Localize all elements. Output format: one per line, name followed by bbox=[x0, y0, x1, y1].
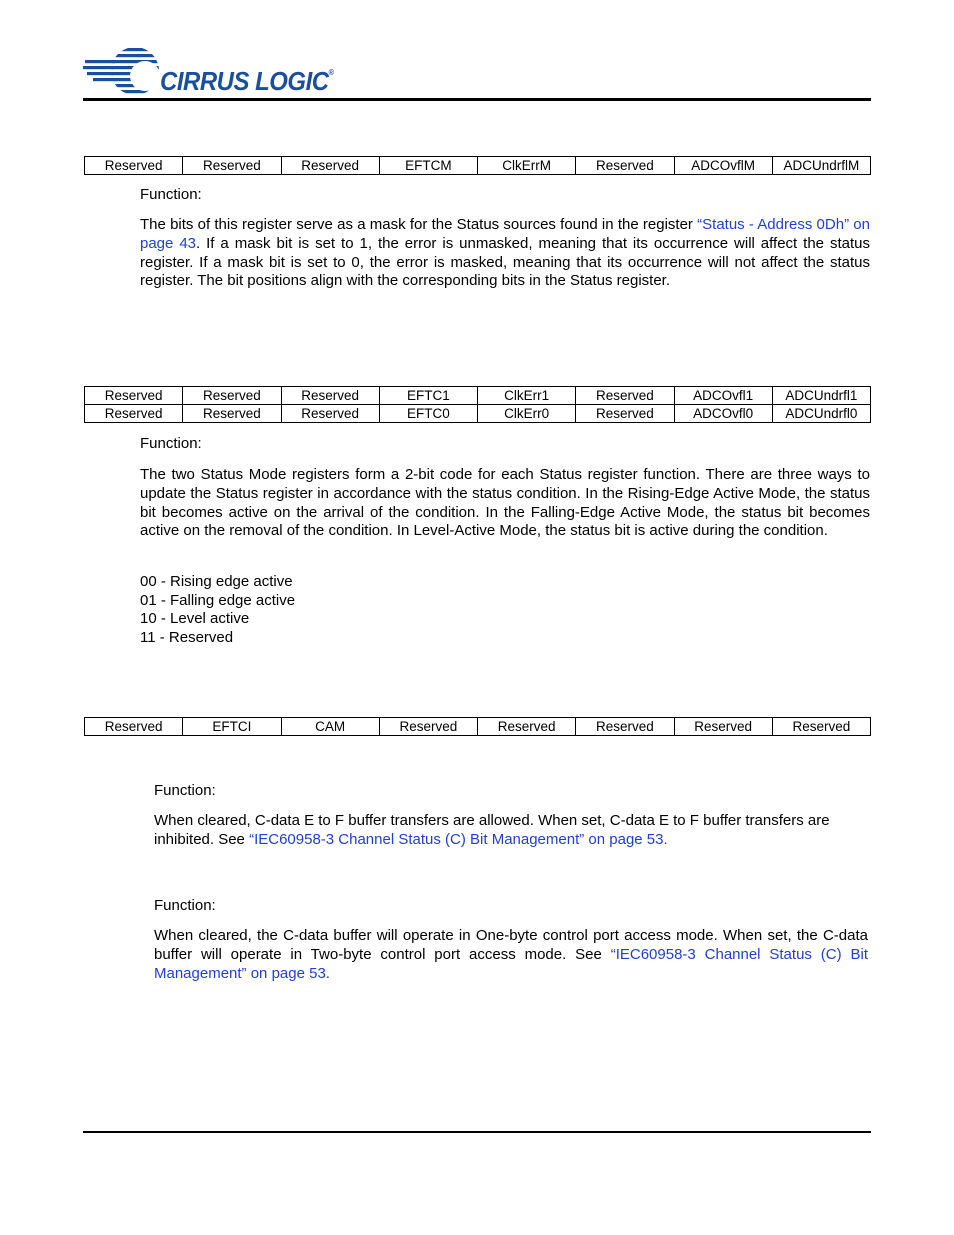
logo-wordmark: CIRRUS LOGIC® bbox=[160, 66, 334, 96]
iec60958-link[interactable]: “IEC60958-3 Channel Status (C) Bit Management” on page 53. bbox=[249, 830, 668, 848]
table-row bbox=[85, 157, 871, 175]
bit-cell: EFTC0 bbox=[379, 405, 477, 423]
bit-cell: EFTCM bbox=[379, 157, 477, 175]
list-item: 01 - Falling edge active bbox=[140, 591, 296, 609]
bit-cell: ClkErr1 bbox=[478, 387, 576, 405]
footer-rule bbox=[83, 1131, 871, 1133]
status-mode-code-list bbox=[140, 573, 295, 648]
mask-description bbox=[140, 216, 870, 291]
function-label: Function: bbox=[140, 435, 202, 452]
cam-description-text: When cleared, the C-data buffer will operate in One-byte control port access mode. When set, the C-data buffer will operate in Two-byte control port access mode. See bbox=[154, 927, 868, 963]
mask-description-text: The bits of this register serve as a mask for the Status sources found in the register bbox=[140, 216, 698, 233]
bit-cell: Reserved bbox=[183, 405, 281, 423]
status-mode-bit-table bbox=[84, 386, 871, 423]
function-label: Function: bbox=[140, 186, 202, 203]
bit-cell: Reserved bbox=[379, 718, 477, 736]
header-rule bbox=[83, 98, 871, 101]
list-item: 11 - Reserved bbox=[140, 629, 234, 647]
bit-cell: Reserved bbox=[281, 157, 379, 175]
bit-cell: CAM bbox=[281, 718, 379, 736]
iec60958-link[interactable]: “IEC60958-3 Channel Status (C) Bit Management” on page 53. bbox=[154, 945, 868, 982]
bit-cell: ADCUndrfl0 bbox=[772, 405, 870, 423]
eftci-description-text: When cleared, C-data E to F buffer transfers are allowed. When set, C-data E to F buffer transfers are inhibited. See bbox=[154, 812, 830, 848]
function-label: Function: bbox=[154, 782, 216, 799]
bit-cell: Reserved bbox=[772, 718, 870, 736]
bit-cell: ClkErr0 bbox=[478, 405, 576, 423]
bit-cell: Reserved bbox=[674, 718, 772, 736]
cs-control-bit-table bbox=[84, 717, 871, 736]
bit-cell: Reserved bbox=[183, 387, 281, 405]
function-label: Function: bbox=[154, 897, 216, 914]
bit-cell: Reserved bbox=[281, 405, 379, 423]
table-row bbox=[85, 405, 871, 423]
bit-cell: EFTCI bbox=[183, 718, 281, 736]
bit-cell: ADCUndrflM bbox=[772, 157, 870, 175]
list-item: 10 - Level active bbox=[140, 610, 250, 628]
bit-cell: ADCOvfl1 bbox=[674, 387, 772, 405]
bit-cell: Reserved bbox=[576, 387, 674, 405]
status-mode-description: The two Status Mode registers form a 2-bit code for each Status register function. There are three ways to update the Status register in accordance with the status condition. In the Rising-Edge Active Mode, the status bit becomes active on the arrival of the condition. In the Falling-Edge Active Mode, the status bit becomes active on the removal of the condition. In Level-Active Mode, the status bit is active during the condition. bbox=[140, 466, 870, 540]
bit-cell: ADCOvflM bbox=[674, 157, 772, 175]
bit-cell: Reserved bbox=[281, 387, 379, 405]
bit-cell: Reserved bbox=[478, 718, 576, 736]
bit-cell: Reserved bbox=[85, 387, 183, 405]
mask-description-text-end: . If a mask bit is set to 1, the error is unmasked, meaning that its occurrence will affect the status register. If a mask bit is set to 0, the error is masked, meaning that its occurrence will not affect the status register. The bit positions align with the corresponding bits in the Status register. bbox=[140, 234, 870, 290]
bit-cell: Reserved bbox=[576, 157, 674, 175]
bit-cell: Reserved bbox=[576, 718, 674, 736]
bit-cell: ADCOvfl0 bbox=[674, 405, 772, 423]
cam-description bbox=[154, 927, 868, 983]
logo-swoosh-icon bbox=[83, 46, 163, 96]
mask-register-bit-table bbox=[84, 156, 871, 175]
bit-cell: ADCUndrfl1 bbox=[772, 387, 870, 405]
bit-cell: Reserved bbox=[85, 405, 183, 423]
bit-cell: Reserved bbox=[85, 718, 183, 736]
bit-cell: EFTC1 bbox=[379, 387, 477, 405]
list-item: 00 - Rising edge active bbox=[140, 573, 293, 590]
bit-cell: Reserved bbox=[183, 157, 281, 175]
bit-cell: Reserved bbox=[85, 157, 183, 175]
bit-cell: Reserved bbox=[576, 405, 674, 423]
eftci-description bbox=[154, 812, 856, 850]
table-row bbox=[85, 718, 871, 736]
status-register-link[interactable]: “Status - Address 0Dh” on page 43 bbox=[140, 216, 870, 252]
bit-cell: ClkErrM bbox=[478, 157, 576, 175]
table-row bbox=[85, 387, 871, 405]
